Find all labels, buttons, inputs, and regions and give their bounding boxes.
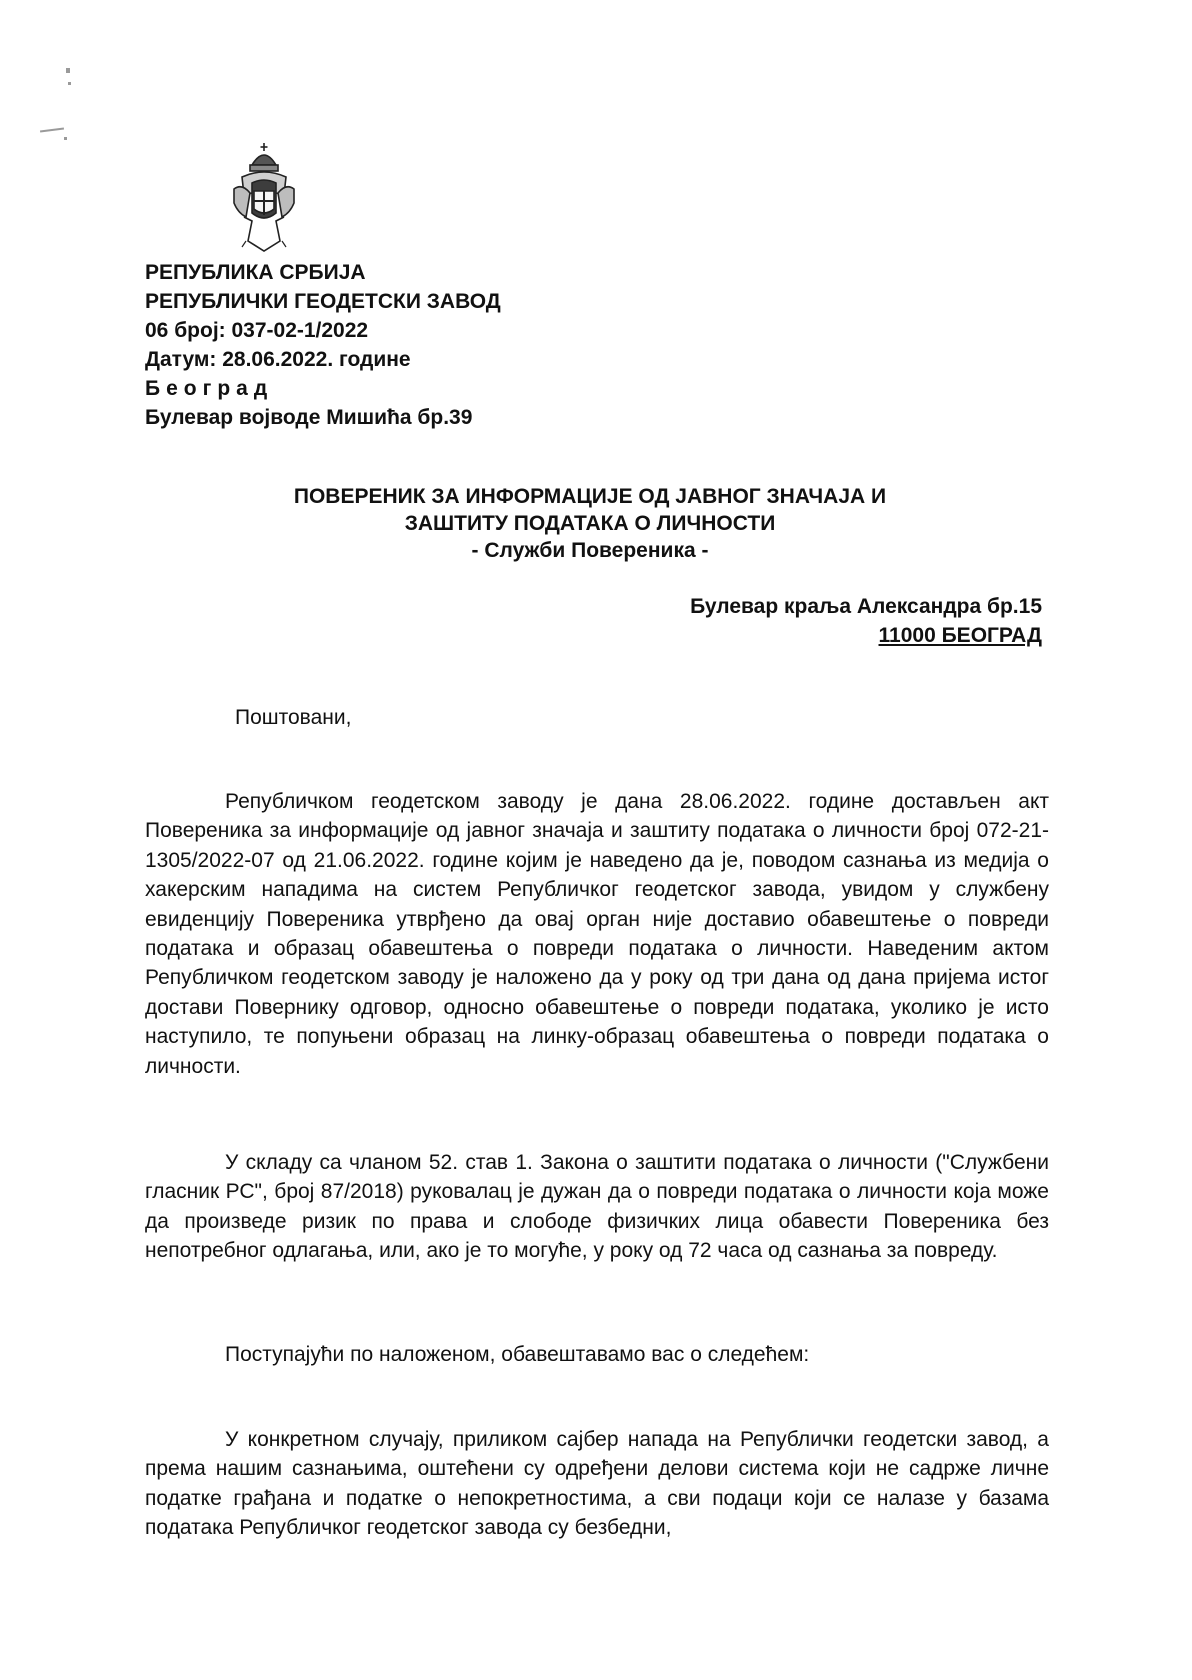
- recipient-title-line-2: ЗАШТИТУ ПОДАТАКА О ЛИЧНОСТИ: [404, 512, 776, 535]
- scan-artifact-line: [40, 128, 64, 133]
- recipient-service: - Служби Повереника -: [471, 539, 709, 562]
- greeting: Поштовани,: [235, 706, 352, 729]
- sender-country: РЕПУБЛИКА СРБИЈА: [145, 261, 366, 284]
- body-paragraph-3: Поступајући по наложеном, обавештавамо вас о следећем:: [225, 1343, 810, 1366]
- body-paragraph-1: Републичком геодетском заводу је дана 28.06.2022. године достављен акт Повереника за информације од јавног значаја и заштиту података о личности број 072-21-1305/2022-07 од 21.06.2022. године којим је наведено да је, поводом сазнања из медија о хакерским нападима на систем Републичког геодетског завода, увидом у службену евиденцију Повереника утврђено да овај орган није доставио обавештење о повреди података и образац обавештења о повреди података о личности. Наведеним актом Републичком геодетском заводу је наложено да у року од три дана од дана пријема истог достави Повернику одговор, односно обавештење о повреди података, уколико је исто наступило, те попуњени образац на линку-образац обавештења о повреди података о личности.: [145, 790, 1049, 1078]
- scan-artifact-dot: [68, 82, 71, 85]
- sender-institution: РЕПУБЛИЧКИ ГЕОДЕТСКИ ЗАВОД: [145, 290, 501, 313]
- recipient-street: Булевар краља Александра бр.15: [690, 595, 1042, 618]
- document-date: Датум: 28.06.2022. године: [145, 348, 411, 371]
- scan-artifact-dot: [66, 68, 70, 73]
- sender-city: Београд: [145, 377, 274, 400]
- serbian-coat-of-arms-icon: [232, 143, 296, 253]
- body-paragraph-4: У конкретном случају, приликом сајбер напада на Републички геодетски завод, а према нашим сазнањима, оштећени су одређени делови система који не садрже личне податке грађана и податке о непокретностима, а сви подаци који се налазе у базама података Републичког геодетског завода су безбедни,: [145, 1428, 1049, 1540]
- body-paragraph-2: У складу са чланом 52. став 1. Закона о заштити података о личности ("Службени гласник РС", број 87/2018) руковалац је дужан да о повреди података о личности која може да произведе ризик по права и слободе физичких лица обавести Повереника без непотребног одлагања, или, ако је то могуће, у року од 72 часа од сазнања за повреду.: [145, 1151, 1049, 1263]
- sender-header: [145, 258, 501, 432]
- recipient-city: 11000 БЕОГРАД: [878, 624, 1042, 647]
- recipient-block: [180, 483, 1000, 564]
- reference-number: 06 број: 037-02-1/2022: [145, 319, 369, 342]
- recipient-address: [690, 592, 1042, 650]
- sender-street: Булевар војводе Мишића бр.39: [145, 406, 473, 429]
- recipient-title-line-1: ПОВЕРЕНИК ЗА ИНФОРМАЦИЈЕ ОД ЈАВНОГ ЗНАЧАЈА И: [293, 485, 887, 508]
- scan-artifact-dot: [64, 137, 67, 140]
